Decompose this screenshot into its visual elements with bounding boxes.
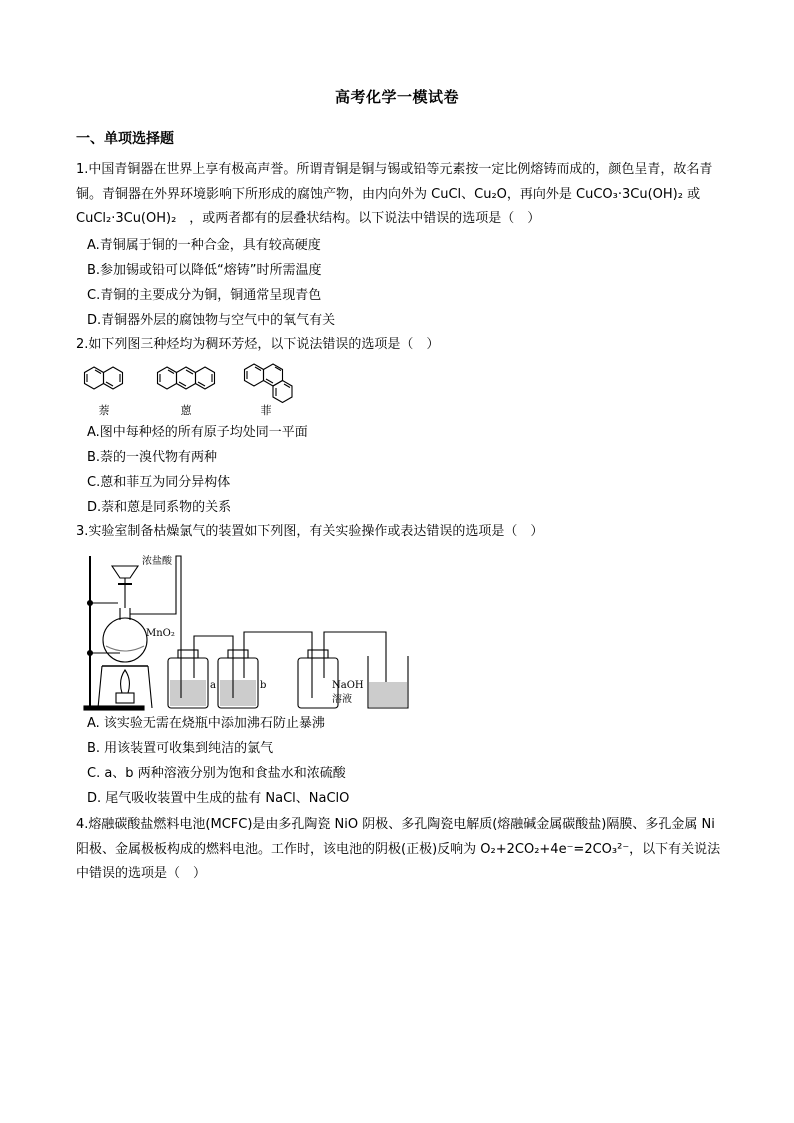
anthracene-label: 蒽 <box>180 404 192 417</box>
question-2-option-c: C.蒽和菲互为同分异构体 <box>87 475 231 490</box>
question-2-option-b: B.萘的一溴代物有两种 <box>87 450 218 465</box>
question-3-option-a: A. 该实验无需在烧瓶中添加沸石防止暴沸 <box>87 716 325 731</box>
question-1-option-c: C.青铜的主要成分为铜，铜通常呈现青色 <box>87 288 322 303</box>
aromatic-structures-figure <box>76 362 336 420</box>
question-1-option-d: D.青铜器外层的腐蚀物与空气中的氧气有关 <box>87 313 336 328</box>
question-3-option-b: B. 用该装置可收集到纯洁的氯气 <box>87 741 274 756</box>
question-2-stem: 2.如下列图三种烃均为稠环芳烃，以下说法错误的选项是（ ） <box>76 337 440 352</box>
question-1-stem: 1.中国青铜器在世界上享有极高声誉。所谓青铜是铜与锡或铅等元素按一定比例熔铸而成的，颜色呈青，故名青铜。青铜器在外界环境影响下所形成的腐蚀产物，由内向外为 CuCl、Cu₂O，再向外是 CuCO₃·3Cu(OH)₂ 或 CuCl₂·3Cu(OH)₂ ，或两者都有的层叠状结构。以下说法中错误的选项是（ ） <box>76 162 713 226</box>
page-title: 高考化学一模试卷 <box>334 88 459 106</box>
section-heading: 一、单项选择题 <box>76 131 174 147</box>
chlorine-apparatus-figure <box>76 548 416 714</box>
phenanthrene-structure <box>245 364 293 403</box>
oxide-label: MnO₂ <box>146 628 175 639</box>
question-1-option-b: B.参加锡或铅可以降低“熔铸”时所需温度 <box>87 263 322 278</box>
acid-label: 浓盐酸 <box>142 556 172 567</box>
naphthalene-structure <box>85 367 123 389</box>
anthracene-structure <box>158 367 215 389</box>
solution-label: 溶液 <box>332 694 352 705</box>
bottle-a-label: a <box>210 680 216 691</box>
question-3-stem: 3.实验室制备枯燥氯气的装置如下列图，有关实验操作或表达错误的选项是（ ） <box>76 524 544 539</box>
naphthalene-label: 萘 <box>98 404 110 417</box>
question-4-stem: 4.熔融碳酸盐燃料电池(MCFC)是由多孔陶瓷 NiO 阴极、多孔陶瓷电解质(熔融碱金属碳酸盐)隔膜、多孔金属 Ni 阳极、金属极板构成的燃料电池。工作时，该电池的阴极(正极)反响为 O₂+2CO₂+4e⁻=2CO₃²⁻，以下有关说法中错误的选项是（ ） <box>76 817 721 881</box>
phenanthrene-label: 菲 <box>260 404 272 417</box>
question-2-option-a: A.图中每种烃的所有原子均处同一平面 <box>87 425 308 440</box>
bottle-b-label: b <box>260 680 267 691</box>
question-3-option-d: D. 尾气吸收装置中生成的盐有 NaCl、NaClO <box>87 791 350 806</box>
question-3-option-c: C. a、b 两种溶液分别为饱和食盐水和浓硫酸 <box>87 766 346 781</box>
naoh-label: NaOH <box>332 680 364 691</box>
question-1-option-a: A.青铜属于铜的一种合金，具有较高硬度 <box>87 238 321 253</box>
question-2-option-d: D.萘和蒽是同系物的关系 <box>87 500 232 515</box>
